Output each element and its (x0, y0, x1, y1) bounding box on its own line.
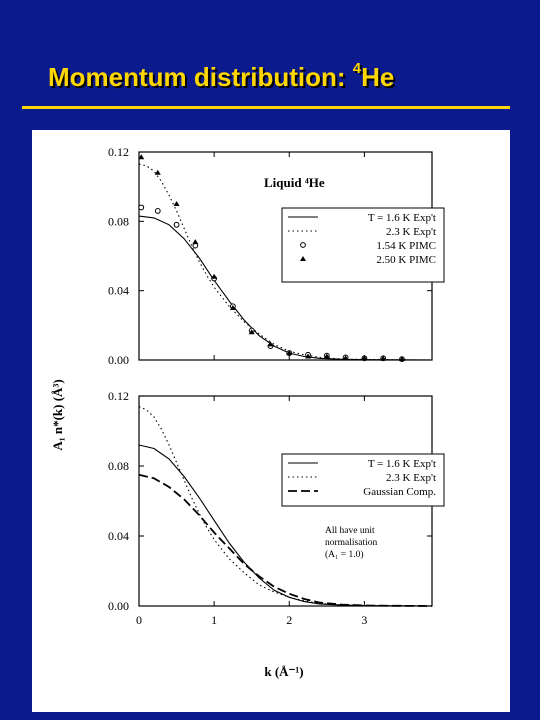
y-tick-label: 0.04 (108, 283, 129, 298)
top-chart (108, 145, 444, 367)
bottom-chart (108, 389, 444, 627)
y-tick-label: 0.00 (108, 353, 129, 367)
legend-label: 1.54 K PIMC (376, 240, 436, 252)
legend-label: Gaussian Comp. (363, 486, 436, 498)
legend-label: T = 1.6 K Exp't (367, 458, 436, 470)
y-tick-label: 0.08 (108, 214, 129, 229)
slide-title (48, 62, 394, 93)
figure-svg (32, 130, 510, 712)
chart-title: Liquid ⁴He (264, 175, 325, 190)
annotation-line: (A₁ = 1.0) (325, 550, 364, 560)
legend-label: 2.3 K Exp't (386, 226, 436, 238)
x-axis-label: k (Å⁻¹) (264, 664, 304, 679)
y-tick-label: 0.12 (108, 389, 129, 403)
data-point-circle (174, 222, 179, 227)
y-tick-label: 0.08 (108, 459, 129, 473)
y-tick-label: 0.00 (108, 599, 129, 613)
legend-symbol (301, 243, 306, 248)
y-axis-label: A₁ n*(k) (Å³) (50, 379, 65, 451)
data-point-circle (155, 209, 160, 214)
y-tick-label: 0.12 (108, 145, 129, 159)
data-point-triangle (155, 170, 161, 175)
data-point-triangle (174, 201, 180, 206)
legend-label: 2.3 K Exp't (386, 472, 436, 484)
data-point-triangle (192, 239, 198, 244)
x-tick-label: 1 (211, 613, 218, 627)
y-tick-label: 0.04 (108, 529, 129, 543)
x-tick-label: 2 (286, 613, 293, 627)
slide-title-superscript: 4 (352, 60, 362, 78)
legend-label: T = 1.6 K Exp't (367, 212, 436, 224)
x-tick-label: 0 (136, 613, 142, 627)
figure-panel (32, 130, 510, 712)
data-point-circle (139, 205, 144, 210)
slide-title-tail: He (361, 62, 395, 92)
annotation-line: normalisation (325, 538, 378, 548)
annotation-line: All have unit (325, 526, 375, 536)
x-tick-label: 3 (361, 613, 368, 627)
legend-label: 2.50 K PIMC (376, 254, 436, 266)
title-underline (22, 106, 510, 109)
slide-title-text: Momentum distribution: (48, 62, 353, 92)
